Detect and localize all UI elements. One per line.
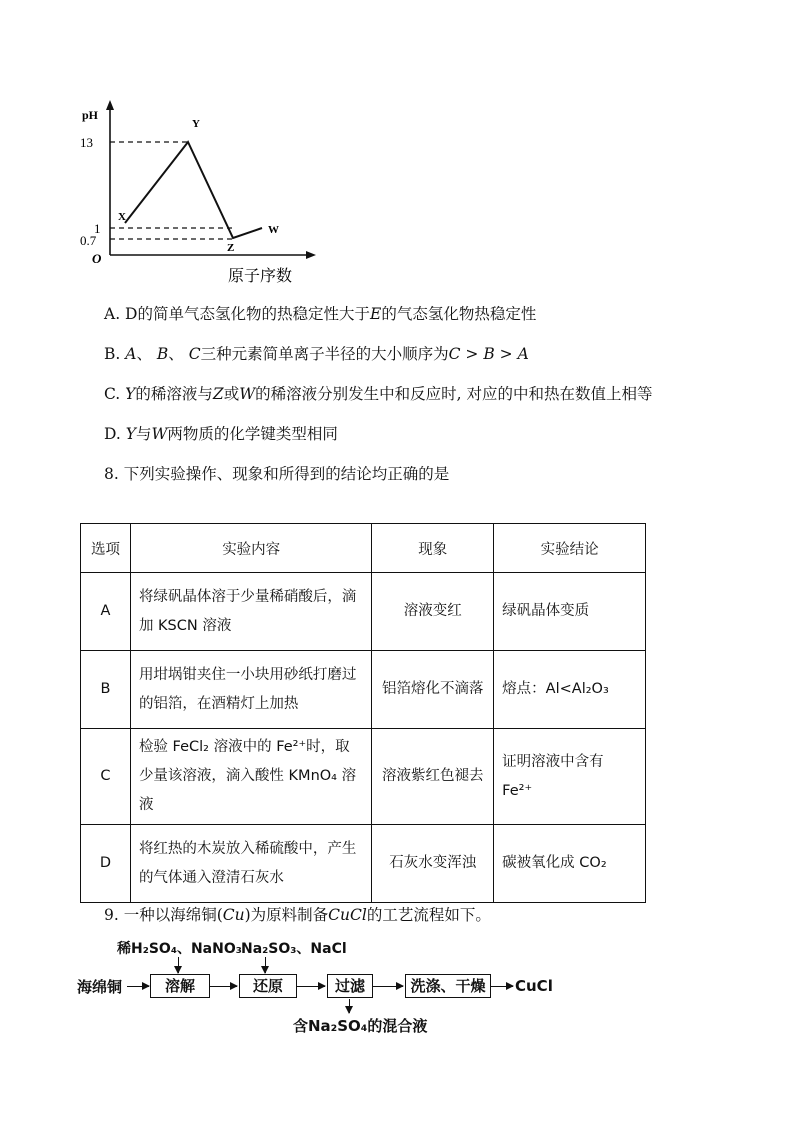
byproduct-arrow xyxy=(349,999,350,1013)
header-phenomenon: 现象 xyxy=(372,524,494,573)
x-axis-label: 原子序数 xyxy=(228,266,293,285)
y-axis-label: pH xyxy=(82,108,99,122)
step-filter: 过滤 xyxy=(327,974,373,998)
row-content: 检验 FeCl₂ 溶液中的 Fe²⁺时，取少量该溶液，滴入酸性 KMnO₄ 溶液 xyxy=(130,729,372,825)
flow-arrow xyxy=(210,986,237,987)
row-phenomenon: 溶液变红 xyxy=(372,573,494,651)
option-b-var: C xyxy=(448,345,461,363)
option-b-text: 、 xyxy=(136,345,157,363)
q9-var: CuCl xyxy=(328,906,367,924)
row-option: B xyxy=(81,651,131,729)
row-conclusion: 证明溶液中含有 Fe²⁺ xyxy=(494,729,646,825)
option-a xyxy=(104,302,536,324)
row-content: 将红热的木炭放入稀硫酸中，产生的气体通入澄清石灰水 xyxy=(130,825,372,903)
q9-var: Cu xyxy=(222,906,245,924)
header-conclusion: 实验结论 xyxy=(494,524,646,573)
row-phenomenon: 石灰水变浑浊 xyxy=(372,825,494,903)
question-8-stem: 8. 下列实验操作、现象和所得到的结论均正确的是 xyxy=(104,465,450,483)
row-content: 将绿矾晶体溶于少量稀硝酸后，滴加 KSCN 溶液 xyxy=(130,573,372,651)
option-b-var: A xyxy=(125,345,137,363)
option-b-text: 、 xyxy=(168,345,189,363)
row-conclusion: 熔点：Al<Al₂O₃ xyxy=(494,651,646,729)
option-c-var: W xyxy=(239,385,256,403)
option-b-var: C xyxy=(188,345,201,363)
byproduct: 含Na₂SO₄的混合液 xyxy=(293,1017,428,1035)
option-c-prefix: C. xyxy=(104,385,126,403)
row-content: 用坩埚钳夹住一小块用砂纸打磨过的铝箔，在酒精灯上加热 xyxy=(130,651,372,729)
option-b-prefix: B. xyxy=(104,345,126,363)
flow-arrow xyxy=(297,986,325,987)
flow-arrow xyxy=(127,986,149,987)
option-d-var: W xyxy=(151,425,168,443)
option-c-var: Y xyxy=(125,385,136,403)
table-row xyxy=(81,651,646,729)
option-b-var: A xyxy=(517,345,529,363)
option-b-var: B xyxy=(156,345,169,363)
step-dissolve: 溶解 xyxy=(150,974,210,998)
row-conclusion: 碳被氧化成 CO₂ xyxy=(494,825,646,903)
option-d-text: 两物质的化学键类型相同 xyxy=(167,425,338,443)
table-row xyxy=(81,729,646,825)
q9-text: 的工艺流程如下。 xyxy=(366,906,491,924)
step-reduce: 还原 xyxy=(239,974,297,998)
flow-arrow xyxy=(491,986,513,987)
tick-1: 1 xyxy=(94,221,101,236)
tick-13: 13 xyxy=(80,135,93,150)
option-b-text: 三种元素简单离子半径的大小顺序为 xyxy=(200,345,449,363)
reagent-2: Na₂SO₃、NaCl xyxy=(241,941,347,957)
flow-arrow xyxy=(373,986,403,987)
option-c xyxy=(104,382,653,404)
option-d-text: 与 xyxy=(135,425,152,443)
q9-text: 9. 一种以海绵铜( xyxy=(104,906,223,924)
experiment-table xyxy=(80,523,646,903)
q9-text: )为原料制备 xyxy=(244,906,329,924)
table-row xyxy=(81,573,646,651)
option-a-text1: A. D的简单气态氢化物的热稳定性大于 xyxy=(104,305,370,323)
row-phenomenon: 铝箔熔化不滴落 xyxy=(372,651,494,729)
option-d-prefix: D. xyxy=(104,425,126,443)
tick-0-7: 0.7 xyxy=(80,233,97,248)
option-b-text: > xyxy=(494,345,518,363)
option-d-var: Y xyxy=(125,425,136,443)
row-option: A xyxy=(81,573,131,651)
option-b-text: > xyxy=(460,345,484,363)
question-9-stem xyxy=(104,903,491,925)
header-option: 选项 xyxy=(81,524,131,573)
point-w-label: W xyxy=(268,224,279,236)
reagent-2-arrow xyxy=(265,957,266,973)
row-phenomenon: 溶液紫红色褪去 xyxy=(372,729,494,825)
option-c-text: 或 xyxy=(223,385,240,403)
reagent-1: 稀H₂SO₄、NaNO₃ xyxy=(117,941,242,957)
origin-label: O xyxy=(92,251,102,266)
option-c-var: Z xyxy=(212,385,224,403)
option-b-var: B xyxy=(483,345,495,363)
option-a-var: E xyxy=(369,305,382,323)
process-flow-diagram xyxy=(77,938,557,1038)
table-header-row xyxy=(81,524,646,573)
point-x-label: X xyxy=(118,211,126,223)
x-axis-arrow xyxy=(306,251,316,259)
flow-end: CuCl xyxy=(515,977,553,995)
flow-start: 海绵铜 xyxy=(77,978,123,996)
row-conclusion: 绿矾晶体变质 xyxy=(494,573,646,651)
option-c-text: 的稀溶液分别发生中和反应时, 对应的中和热在数值上相等 xyxy=(255,385,653,403)
row-option: C xyxy=(81,729,131,825)
ph-curve xyxy=(125,142,262,238)
ph-graph xyxy=(70,95,330,295)
step-wash-dry: 洗涤、干燥 xyxy=(405,974,491,998)
header-content: 实验内容 xyxy=(130,524,372,573)
point-y-label: Y xyxy=(192,118,200,130)
option-c-text: 的稀溶液与 xyxy=(135,385,213,403)
option-d xyxy=(104,422,338,444)
reagent-1-arrow xyxy=(178,957,179,973)
point-z-label: Z xyxy=(227,242,235,254)
row-option: D xyxy=(81,825,131,903)
table-row xyxy=(81,825,646,903)
option-a-text2: 的气态氢化物热稳定性 xyxy=(381,305,537,323)
option-b xyxy=(104,342,529,364)
y-axis-arrow xyxy=(106,100,114,110)
